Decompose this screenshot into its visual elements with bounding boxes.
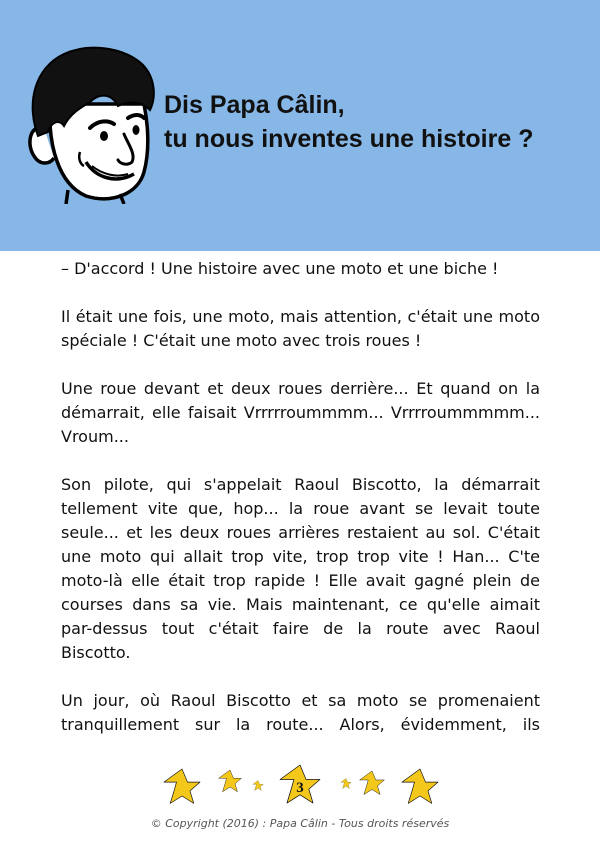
title-line-1: Dis Papa Câlin, [164,91,345,119]
title-line-2: tu nous inventes une histoire ? [164,125,534,153]
story-text [61,257,540,737]
story-paragraph: Un jour, où Raoul Biscotto et sa moto se promenaient tranquillement sur la route... Alors, évidemment, ils [61,691,540,734]
header-banner [0,0,600,251]
star-icon [219,770,242,792]
story-paragraph: Une roue devant et deux roues derrière... Et quand on la démarrait, elle faisait Vrrrrroummmm... Vrrrroummmmm... Vroum... [61,379,540,446]
page-title [164,88,533,156]
story-paragraph: Son pilote, qui s'appelait Raoul Biscotto, la démarrait tellement vite que, hop... la roue avant se levait toute seule... et les deux roues arrières restaient au sol. C'était une moto qui allait trop vite, trop trop vite ! Han... C'te moto-là elle était trop rapide ! Elle avait gagné plein de courses dans sa vie. Mais maintenant, ce qu'elle aimait par-dessus tout c'était faire de la route avec Raoul Biscotto. [61,475,540,662]
star-icon [402,769,438,803]
copyright-notice: © Copyright (2016) : Papa Câlin - Tous droits réservés [150,817,450,830]
story-paragraph: Il était une fois, une moto, mais attention, c'était une moto spéciale ! C'était une moto avec trois roues ! [61,307,540,350]
star-icon [341,779,351,789]
dad-face-icon [20,44,170,204]
star-icon [360,771,385,795]
star-icon [164,769,200,803]
star-icon [253,781,263,791]
page-number: 3 [296,780,304,796]
story-paragraph: – D'accord ! Une histoire avec une moto et une biche ! [61,259,499,278]
star-decoration [158,760,442,810]
